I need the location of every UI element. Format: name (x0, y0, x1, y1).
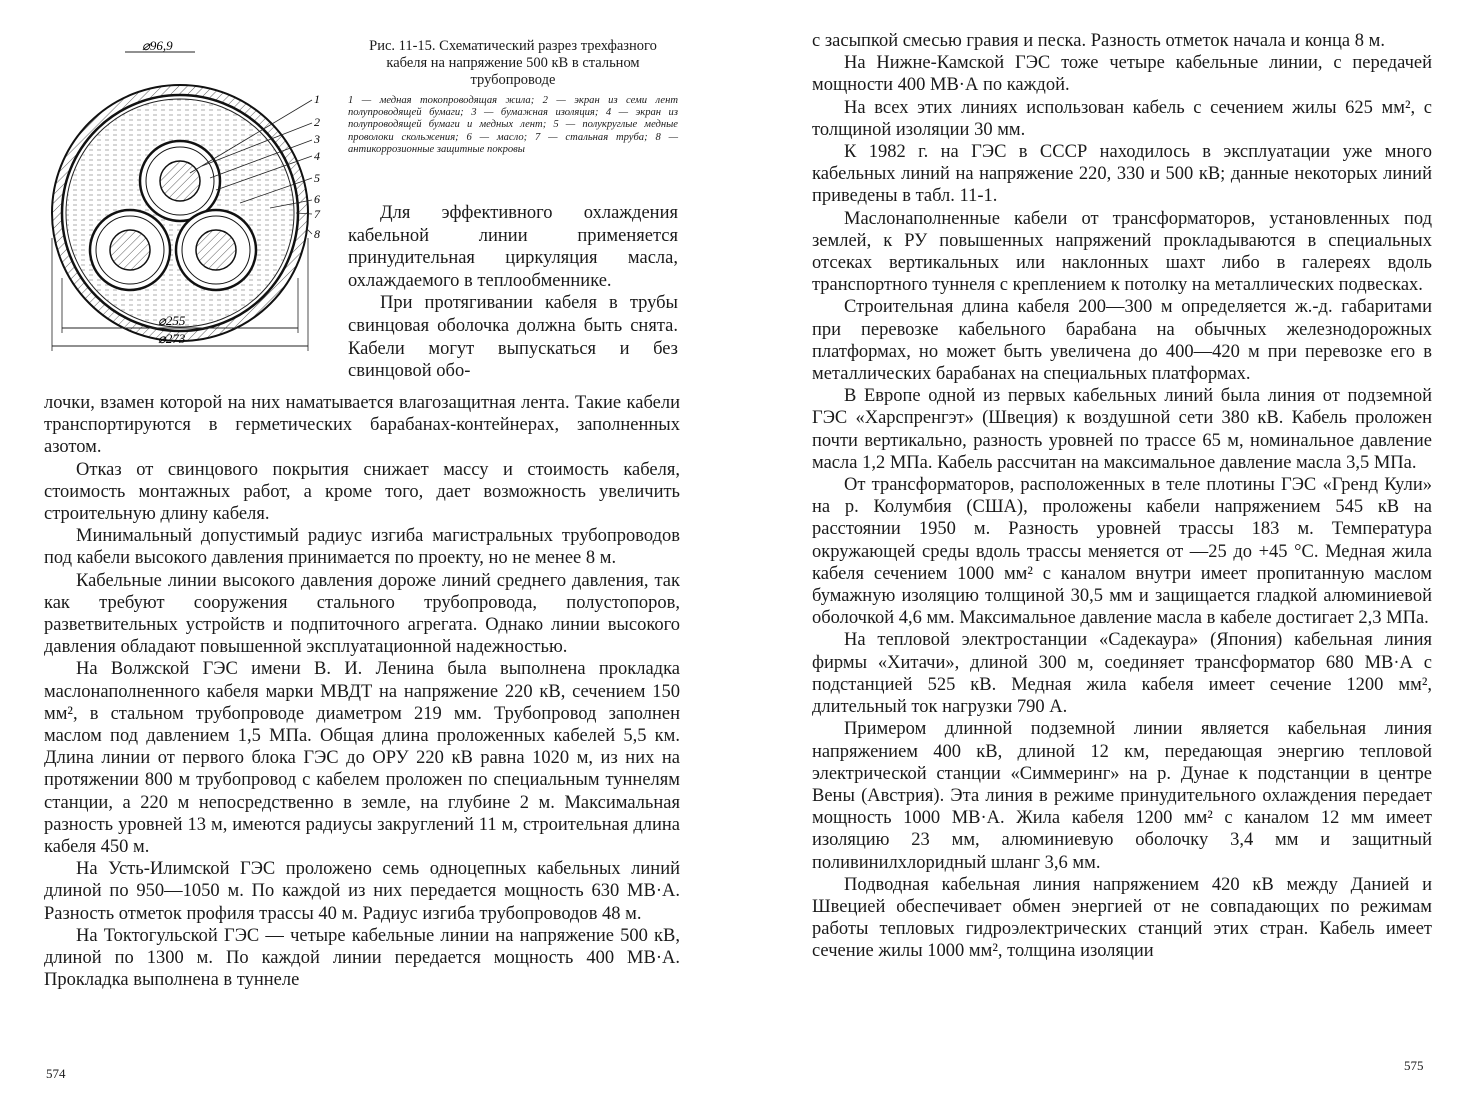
paragraph: При протягивании кабеля в трубы свинцовая оболочка должна быть снята. Кабели могут выпускаться и без свинцовой обо- (348, 293, 678, 382)
cable-cross-section-figure (40, 38, 340, 368)
paragraph: Маслонаполненные кабели от трансформаторов, установленных под землей, к РУ повышенных напряжений прокладываются в специальных отсеках вертикальных или наклонных шахт либо в галереях вдоль транспортного туннеля с креплением к потолку на металлических подвесках. (812, 208, 1432, 296)
page-number-right: 575 (1404, 1058, 1424, 1073)
paragraph: На Усть-Илимской ГЭС проложено семь одноцепных кабельных линий длиной по 950—1050 м. По каждой из них передается мощность 630 МВ·А. Разность отметок профиля трассы 40 м. Радиус изгиба трубопроводов 48 м. (44, 859, 680, 924)
paragraph: Подводная кабельная линия напряжением 420 кВ между Данией и Швецией обеспечивает обмен энергией от не совпадающих по режимам работы тепловых гидроэлектрических станций этих стран. Кабель имеет сечение жилы 1000 мм², толщина изоляции (812, 874, 1432, 962)
paragraph: На Нижне-Камской ГЭС тоже четыре кабельные линии, с передачей мощности 400 МВ·А по каждой. (812, 53, 1432, 96)
left-text-column (44, 392, 680, 991)
paragraph: Строительная длина кабеля 200—300 м определяется ж.-д. габаритами при перевозке кабельного барабана на обычных железнодорожных платформах, но может быть увеличена до 400—420 м при перевозке его в металлических барабанах на специальных платформах. (812, 297, 1432, 385)
paragraph: От трансформаторов, расположенных в теле плотины ГЭС «Гренд Кули» на р. Колумбия (США), проложены кабели напряжением 545 кВ на расстоянии 1950 м. Разность уровней трассы 183 м. Температура окружающей среды вдоль трассы меняется от —25 до +45 °С. Медная жила кабеля сечением 1000 мм² с каналом внутри имеет пропитанную маслом бумажную изоляцию толщиной 30,5 мм и защищается гладкой алюминиевой оболочкой 4,6 мм. Максимальное давление масла в кабеле достигает 2,3 МПа. (812, 475, 1432, 629)
dim-outer-label: ⌀273 (158, 331, 186, 346)
right-page (736, 0, 1473, 1099)
right-text-column (812, 30, 1432, 963)
label-4: 4 (314, 149, 320, 163)
label-8: 8 (314, 227, 320, 241)
paragraph: В Европе одной из первых кабельных линий была линия от подземной ГЭС «Харспренгэт» (Швеция) к воздушной сети 380 кВ. Кабель проложен почти вертикально, разность уровней по трассе 65 м, номинальное давление масла 1,2 МПа. Кабель рассчитан на максимальное давление масла 3,5 МПа. (812, 386, 1432, 473)
conductor-right (176, 210, 256, 290)
paragraph: На тепловой электростанции «Садекаура» (Япония) кабельная линия фирмы «Хитачи», длиной 300 м, соединяет трансформатор 680 МВ·А с подстанцией 525 кВ. Медная жила кабеля имеет сечение 1200 мм², длительный ток нагрузки 790 А. (812, 630, 1432, 718)
label-2: 2 (314, 115, 320, 129)
page-number-left: 574 (46, 1066, 66, 1081)
dim-top-label: ⌀96,9 (142, 38, 173, 53)
paragraph: На Волжской ГЭС имени В. И. Ленина была выполнена прокладка маслонаполненного кабеля марки МВДТ на напряжение 220 кВ, сечением 150 мм², в стальном трубопроводе диаметром 219 мм. Трубопровод заполнен маслом под давлением 1,5 МПа. Общая длина проложенных кабелей 5,5 км. Длина линии от первого блока ГЭС до ОРУ 220 кВ равна 1020 м, из них на протяжении 800 м трубопровод с кабелем проложен по специальным туннелям станции, а 220 м непосредственно в земле, на глубине 2 м. Максимальная разность уровней 13 м, имеются радиусы закруглений 11 м, строительная длина кабеля 450 м. (44, 659, 680, 858)
left-page (0, 0, 736, 1099)
paragraph: лочки, взамен которой на них наматывается влагозащитная лента. Такие кабели транспортируются в герметических барабанах-контейнерах, заполненных азотом. (44, 393, 680, 458)
paragraph: На Токтогульской ГЭС — четыре кабельные линии на напряжение 500 кВ, длиной по 1300 м. По каждой линии передается мощность 400 МВ·А. Прокладка выполнена в туннеле (44, 925, 680, 991)
label-1: 1 (314, 92, 320, 106)
figure-caption-title: Рис. 11-15. Схематический разрез трехфазного кабеля на напряжение 500 кВ в стальном трубопроводе (369, 38, 657, 88)
paragraph: Минимальный допустимый радиус изгиба магистральных трубопроводов под кабели высокого давления принимается по проекту, но не менее 8 м. (44, 526, 680, 569)
dim-inner-label: ⌀255 (158, 313, 186, 328)
paragraph: Примером длинной подземной линии является кабельная линия напряжением 400 кВ, длиной 12 км, передающая энергию тепловой электрической станции «Симмеринг» на р. Дунае к подстанции в центре Вены (Австрия). Эта линия в режиме принудительного охлаждения передает мощность 1000 МВ·А. Жила кабеля 1200 мм² с каналом 12 мм имеет изоляцию 23 мм, алюминиевую оболочку 3,4 мм и защитный поливинилхлоридный шланг 3,6 мм. (812, 719, 1432, 873)
label-5: 5 (314, 171, 320, 185)
conductor-left (90, 210, 170, 290)
label-7: 7 (314, 207, 320, 221)
label-3: 3 (314, 132, 320, 146)
paragraph: На всех этих линиях использован кабель с сечением жилы 625 мм², с толщиной изоляции 30 мм. (812, 97, 1432, 140)
paragraph: К 1982 г. на ГЭС в СССР находилось в эксплуатации уже много кабельных линий на напряжение 220, 330 и 500 кВ; данные некоторых линий приведены в табл. 11-1. (812, 142, 1432, 207)
paragraph: Кабельные линии высокого давления дороже линий среднего давления, так как требуют сооружения стального трубопровода, полустопоров, разветвительных устройств и подпиточного агрегата. Однако линии высокого давления обладают повышенной эксплуатационной надежностью. (44, 570, 680, 658)
float-text-column (348, 202, 678, 383)
paragraph: Отказ от свинцового покрытия снижает массу и стоимость кабеля, стоимость монтажных работ, а кроме того, дает возможность увеличить строительную длину кабеля. (44, 459, 680, 525)
conductor-top (140, 141, 220, 221)
figure-caption-legend: 1 — медная токопроводящая жила; 2 — экран из семи лент полупроводящей бумаги; 3 — бумажная изоляция; 4 — экран из полупроводящей бумаги и медных лент; 5 — полукруглые медные проволоки скольжения; 6 — масло; 7 — стальная труба; 8 — антикоррозионные защитные покровы (348, 95, 678, 155)
label-6: 6 (314, 192, 320, 206)
paragraph: Для эффективного охлаждения кабельной линии применяется принудительная циркуляция масла, охлаждаемого в теплообменнике. (348, 203, 678, 291)
paragraph: с засыпкой смесью гравия и песка. Разность отметок начала и конца 8 м. (812, 31, 1385, 51)
figure-caption (348, 38, 678, 156)
